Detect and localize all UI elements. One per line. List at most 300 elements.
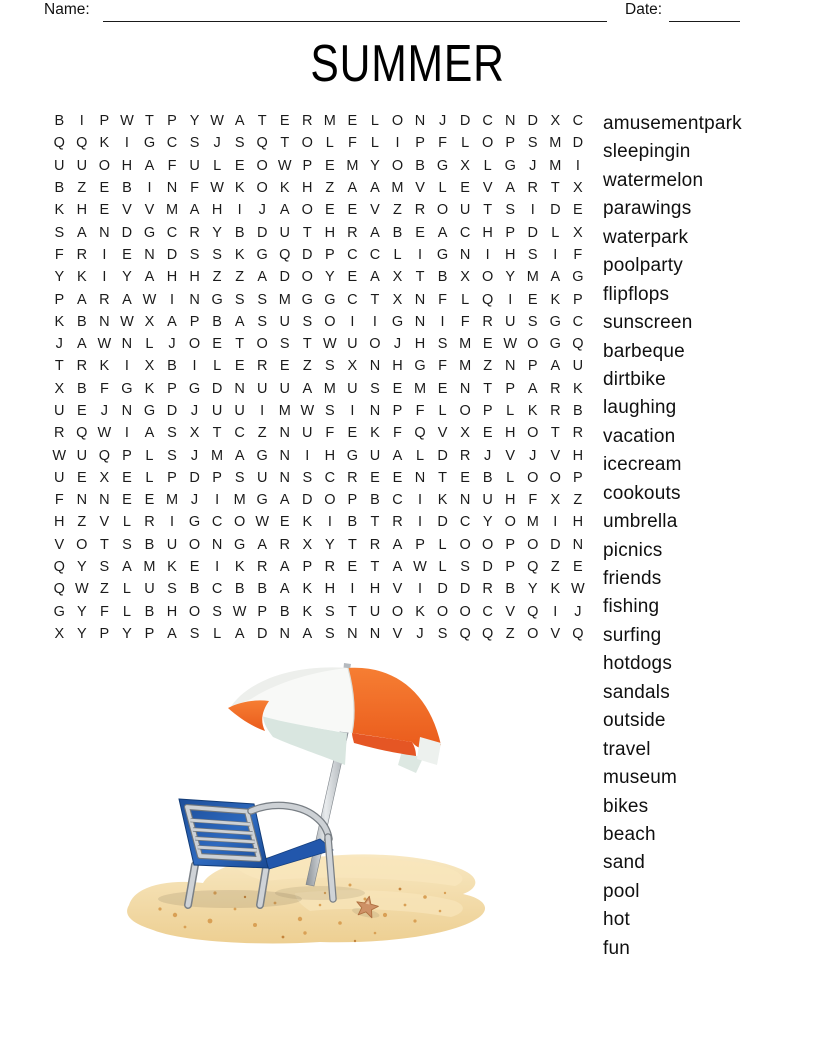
grid-letter: A	[392, 536, 403, 553]
grid-letter: A	[392, 559, 403, 576]
grid-letter: N	[414, 469, 426, 486]
grid-letter: E	[144, 492, 155, 509]
grid-letter: E	[234, 157, 245, 174]
grid-letter: I	[237, 202, 242, 219]
grid-letter: M	[211, 447, 224, 464]
grid-letter: K	[144, 380, 155, 397]
grid-letter: T	[550, 425, 560, 442]
grid-letter: N	[121, 403, 133, 419]
grid-letter: J	[190, 447, 199, 464]
grid-letter: A	[167, 313, 177, 330]
grid-letter: C	[572, 113, 584, 130]
grid-letter: R	[347, 469, 358, 486]
grid-letter: K	[550, 581, 561, 598]
word-list-item: friends	[603, 568, 662, 589]
grid-letter: A	[234, 447, 245, 464]
grid-letter: S	[257, 291, 268, 308]
grid-letter: A	[144, 269, 155, 286]
grid-letter: W	[277, 157, 292, 174]
grid-letter: M	[459, 336, 472, 353]
grid-letter: X	[99, 469, 110, 486]
grid-letter: F	[347, 135, 357, 152]
grid-letter: A	[527, 380, 538, 397]
grid-letter: A	[302, 625, 313, 642]
word-list-item: hotdogs	[603, 653, 673, 675]
grid-letter: P	[325, 246, 335, 263]
grid-letter: T	[280, 135, 290, 152]
grid-letter: G	[504, 157, 516, 174]
grid-letter: I	[215, 559, 220, 576]
grid-letter: J	[55, 336, 63, 353]
grid-letter: I	[530, 202, 535, 219]
grid-letter: J	[190, 403, 199, 419]
grid-letter: B	[76, 380, 87, 397]
grid-letter: N	[279, 469, 290, 486]
grid-letter: Z	[77, 514, 87, 531]
word-list-item: bikes	[603, 795, 649, 817]
grid-letter: J	[168, 336, 176, 353]
grid-letter: E	[527, 291, 538, 308]
grid-letter: Y	[122, 625, 132, 642]
grid-letter: C	[459, 224, 471, 241]
grid-letter: X	[460, 425, 470, 442]
grid-letter: Q	[459, 625, 471, 642]
grid-letter: G	[549, 313, 561, 330]
grid-letter: S	[527, 135, 538, 152]
grid-letter: B	[482, 469, 493, 486]
grid-letter: F	[167, 157, 177, 174]
grid-letter: L	[122, 603, 131, 620]
grid-letter: A	[370, 180, 380, 197]
grid-letter: V	[54, 536, 65, 553]
grid-letter: P	[392, 403, 403, 419]
grid-letter: M	[346, 157, 359, 174]
grid-letter: G	[53, 603, 65, 620]
grid-letter: B	[189, 581, 200, 598]
grid-letter: X	[573, 180, 583, 197]
grid-letter: N	[504, 113, 516, 130]
grid-letter: A	[370, 224, 380, 241]
grid-letter: E	[212, 336, 222, 353]
grid-letter: T	[438, 469, 447, 486]
page-title: SUMMER	[310, 35, 506, 93]
grid-letter: H	[302, 180, 313, 197]
grid-letter: W	[52, 447, 67, 464]
grid-letter: R	[482, 313, 493, 330]
grid-letter: N	[369, 625, 381, 642]
grid-letter: P	[505, 135, 516, 152]
grid-letter: L	[122, 581, 131, 598]
grid-letter: I	[485, 246, 490, 263]
grid-letter: A	[76, 336, 87, 353]
word-list-item: museum	[603, 767, 678, 789]
grid-letter: T	[302, 336, 312, 353]
grid-letter: U	[144, 581, 155, 598]
grid-letter: S	[99, 559, 110, 576]
grid-letter: P	[302, 157, 313, 174]
grid-letter: U	[302, 425, 313, 442]
grid-letter: W	[300, 403, 315, 419]
grid-letter: K	[415, 603, 425, 620]
grid-letter: G	[188, 380, 201, 397]
grid-letter: V	[505, 447, 516, 464]
grid-letter: G	[391, 313, 404, 330]
grid-letter: N	[99, 492, 110, 509]
grid-letter: J	[529, 157, 537, 174]
grid-letter: A	[144, 157, 155, 174]
grid-letter: Z	[573, 492, 583, 509]
grid-letter: D	[302, 492, 313, 509]
grid-letter: Q	[98, 447, 110, 464]
grid-letter: S	[460, 559, 470, 576]
grid-letter: F	[438, 358, 447, 375]
grid-letter: U	[279, 313, 290, 330]
grid-letter: G	[346, 447, 359, 464]
grid-letter: W	[120, 113, 134, 130]
name-blank-line	[103, 2, 607, 22]
grid-letter: J	[574, 603, 582, 620]
grid-letter: I	[418, 581, 423, 598]
grid-letter: N	[166, 180, 178, 197]
grid-letter: B	[505, 581, 516, 598]
grid-letter: A	[550, 358, 561, 375]
grid-letter: E	[76, 403, 87, 419]
grid-letter: B	[234, 224, 245, 241]
grid-letter: L	[213, 157, 222, 174]
grid-letter: H	[482, 224, 493, 241]
umbrella-shadow	[275, 886, 365, 900]
grid-letter: D	[550, 536, 561, 553]
word-list-item: hot	[603, 909, 631, 931]
grid-letter: Y	[212, 224, 222, 241]
grid-letter: R	[527, 180, 538, 197]
grid-letter: V	[550, 447, 561, 464]
grid-letter: O	[188, 336, 201, 353]
grid-letter: T	[145, 113, 154, 130]
grid-letter: S	[437, 625, 448, 642]
grid-letter: W	[413, 559, 427, 576]
grid-letter: D	[166, 246, 178, 263]
grid-letter: R	[54, 425, 65, 442]
grid-letter: I	[147, 180, 152, 197]
grid-letter: L	[325, 135, 334, 152]
grid-letter: T	[415, 269, 425, 286]
grid-letter: Z	[483, 358, 493, 375]
grid-letter: I	[215, 492, 220, 509]
word-list-item: fishing	[603, 596, 660, 618]
grid-letter: I	[305, 447, 310, 464]
grid-letter: J	[258, 202, 266, 219]
grid-letter: M	[143, 559, 156, 576]
grid-letter: A	[279, 581, 290, 598]
grid-letter: Q	[482, 625, 494, 642]
grid-letter: H	[369, 581, 381, 598]
word-list-item: parawings	[603, 198, 692, 220]
grid-letter: O	[324, 492, 336, 509]
grid-letter: V	[392, 581, 403, 598]
grid-letter: O	[459, 403, 471, 419]
grid-letter: N	[504, 358, 516, 375]
grid-letter: F	[528, 492, 538, 509]
grid-letter: B	[415, 157, 425, 174]
grid-letter: S	[527, 246, 538, 263]
grid-letter: H	[572, 447, 584, 464]
word-list-item: surfing	[603, 624, 662, 646]
grid-letter: R	[76, 246, 88, 263]
grid-letter: G	[211, 291, 223, 308]
grid-letter: V	[482, 180, 493, 197]
grid-letter: I	[350, 313, 355, 330]
grid-letter: O	[98, 157, 110, 174]
grid-letter: T	[347, 536, 357, 553]
grid-letter: A	[279, 492, 290, 509]
grid-letter: T	[302, 224, 312, 241]
grid-letter: W	[503, 336, 518, 353]
grid-letter: M	[526, 514, 539, 531]
grid-letter: M	[549, 135, 562, 152]
grid-letter: P	[257, 603, 268, 620]
grid-letter: H	[572, 514, 584, 531]
grid-letter: K	[302, 514, 313, 531]
grid-letter: I	[395, 135, 400, 152]
grid-letter: R	[550, 380, 561, 397]
grid-letter: J	[529, 447, 537, 464]
grid-letter: E	[370, 469, 380, 486]
grid-letter: R	[572, 425, 584, 442]
grid-letter: B	[144, 536, 155, 553]
grid-letter: I	[508, 291, 513, 308]
grid-letter: O	[527, 536, 539, 553]
grid-letter: U	[369, 447, 381, 464]
grid-letter: E	[122, 469, 132, 486]
grid-letter: E	[279, 358, 290, 375]
grid-letter: R	[256, 358, 268, 375]
grid-letter: Z	[325, 180, 335, 197]
grid-letter: M	[549, 157, 562, 174]
grid-letter: S	[234, 469, 245, 486]
grid-letter: E	[189, 559, 200, 576]
grid-letter: K	[573, 380, 583, 397]
grid-letter: D	[550, 202, 561, 219]
grid-letter: O	[301, 135, 313, 152]
grid-letter: T	[257, 113, 267, 130]
word-list-item: vacation	[603, 425, 676, 447]
grid-letter: Q	[256, 135, 268, 152]
grid-letter: I	[327, 514, 332, 531]
grid-letter: X	[392, 269, 403, 286]
word-list-item: waterpark	[603, 226, 689, 248]
grid-letter: L	[145, 447, 154, 464]
grid-letter: O	[188, 536, 201, 553]
grid-letter: Q	[527, 603, 539, 620]
date-blank-line	[669, 2, 740, 22]
grid-letter: E	[122, 246, 132, 263]
grid-letter: A	[302, 380, 313, 397]
grid-letter: A	[370, 269, 380, 286]
grid-letter: E	[76, 469, 87, 486]
grid-letter: X	[189, 425, 200, 442]
grid-letter: N	[572, 536, 584, 553]
word-list-item: amusementpark	[603, 113, 742, 134]
grid-letter: O	[482, 135, 494, 152]
grid-letter: O	[527, 425, 539, 442]
grid-letter: S	[505, 202, 516, 219]
grid-letter: I	[124, 425, 129, 442]
grid-letter: E	[460, 469, 470, 486]
grid-letter: C	[324, 469, 336, 486]
grid-letter: Y	[482, 514, 493, 531]
grid-letter: M	[526, 269, 539, 286]
beach-illustration	[115, 653, 510, 953]
grid-letter: R	[347, 224, 358, 241]
grid-letter: T	[550, 180, 560, 197]
grid-letter: E	[415, 224, 425, 241]
grid-letter: D	[482, 559, 493, 576]
grid-letter: Z	[99, 581, 109, 598]
grid-letter: I	[260, 403, 265, 419]
grid-letter: J	[213, 135, 221, 152]
grid-letter: U	[482, 492, 493, 509]
grid-letter: L	[483, 157, 492, 174]
grid-letter: E	[347, 113, 358, 130]
grid-letter: W	[210, 180, 224, 197]
grid-letter: L	[438, 536, 447, 553]
grid-letter: K	[302, 603, 313, 620]
grid-letter: N	[189, 291, 200, 308]
grid-letter: H	[121, 157, 133, 174]
grid-letter: W	[120, 313, 134, 330]
grid-letter: I	[124, 358, 129, 375]
word-list-item: umbrella	[603, 511, 678, 533]
grid-letter: O	[256, 336, 268, 353]
grid-letter: K	[54, 202, 65, 219]
grid-letter: C	[234, 425, 245, 442]
grid-letter: S	[167, 447, 177, 464]
grid-letter: O	[391, 157, 404, 174]
grid-letter: Z	[77, 180, 87, 197]
grid-letter: N	[459, 380, 471, 397]
grid-letter: T	[370, 559, 380, 576]
grid-letter: F	[415, 403, 425, 419]
grid-letter: P	[415, 536, 425, 553]
grid-letter: R	[550, 403, 561, 419]
word-list-item: dirtbike	[603, 368, 666, 390]
beach-umbrella	[228, 667, 441, 773]
grid-letter: Q	[53, 581, 65, 598]
grid-letter: I	[192, 358, 197, 375]
grid-letter: C	[459, 514, 471, 531]
word-list-item: travel	[603, 738, 651, 760]
word-list-item: beach	[603, 823, 656, 845]
grid-letter: E	[122, 492, 132, 509]
grid-letter: O	[391, 113, 404, 130]
grid-letter: U	[54, 157, 65, 174]
grid-letter: S	[212, 246, 222, 263]
grid-letter: D	[527, 113, 538, 130]
grid-letter: R	[99, 291, 110, 308]
word-list-item: watermelon	[603, 169, 704, 191]
grid-letter: A	[234, 313, 245, 330]
grid-letter: Q	[482, 291, 494, 308]
name-label: Name:	[44, 1, 90, 18]
grid-letter: O	[301, 269, 313, 286]
grid-letter: K	[234, 246, 245, 263]
grid-letter: O	[527, 625, 539, 642]
grid-letter: R	[189, 224, 200, 241]
grid-letter: K	[234, 559, 245, 576]
grid-letter: O	[76, 536, 88, 553]
grid-letter: E	[347, 202, 358, 219]
grid-letter: L	[370, 135, 379, 152]
grid-letter: S	[437, 336, 448, 353]
grid-letter: U	[256, 469, 268, 486]
grid-letter: A	[550, 269, 561, 286]
grid-letter: K	[279, 180, 290, 197]
grid-letter: L	[370, 113, 379, 130]
grid-letter: H	[211, 202, 223, 219]
grid-letter: N	[414, 113, 426, 130]
grid-letter: T	[54, 358, 64, 375]
grid-letter: E	[392, 469, 403, 486]
grid-letter: T	[370, 291, 380, 308]
grid-letter: Y	[189, 113, 200, 130]
grid-letter: A	[347, 180, 358, 197]
grid-letter: S	[279, 336, 290, 353]
grid-letter: H	[414, 336, 426, 353]
grid-letter: A	[279, 559, 290, 576]
grid-letter: P	[189, 313, 200, 330]
grid-letter: I	[79, 113, 84, 130]
grid-letter: K	[302, 581, 313, 598]
grid-letter: B	[573, 403, 583, 419]
grid-letter: N	[144, 246, 155, 263]
grid-letter: N	[414, 313, 426, 330]
grid-letter: A	[257, 269, 268, 286]
grid-letter: D	[279, 269, 290, 286]
grid-letter: P	[482, 403, 493, 419]
grid-letter: O	[256, 157, 268, 174]
grid-letter: L	[551, 224, 560, 241]
grid-letter: B	[76, 313, 87, 330]
grid-letter: F	[438, 135, 447, 152]
grid-letter: X	[54, 380, 65, 397]
grid-letter: G	[301, 291, 313, 308]
word-search-grid	[48, 110, 589, 645]
word-list-item: fun	[603, 937, 631, 959]
grid-letter: G	[188, 514, 201, 531]
grid-letter: G	[436, 246, 449, 263]
grid-letter: F	[99, 380, 109, 397]
grid-letter: T	[99, 536, 109, 553]
grid-letter: C	[572, 313, 584, 330]
grid-letter: U	[504, 313, 516, 330]
grid-letter: H	[54, 514, 65, 531]
grid-letter: D	[189, 469, 200, 486]
grid-letter: P	[505, 536, 516, 553]
grid-letter: Z	[235, 269, 245, 286]
grid-letter: G	[549, 336, 561, 353]
grid-letter: T	[212, 425, 222, 442]
grid-letter: O	[256, 180, 268, 197]
grid-letter: U	[279, 380, 290, 397]
grid-letter: N	[414, 291, 426, 308]
grid-letter: S	[257, 313, 268, 330]
grid-letter: O	[504, 514, 516, 531]
grid-letter: O	[391, 603, 404, 620]
grid-letter: U	[166, 536, 178, 553]
grid-letter: D	[256, 625, 268, 642]
grid-letter: P	[415, 135, 425, 152]
